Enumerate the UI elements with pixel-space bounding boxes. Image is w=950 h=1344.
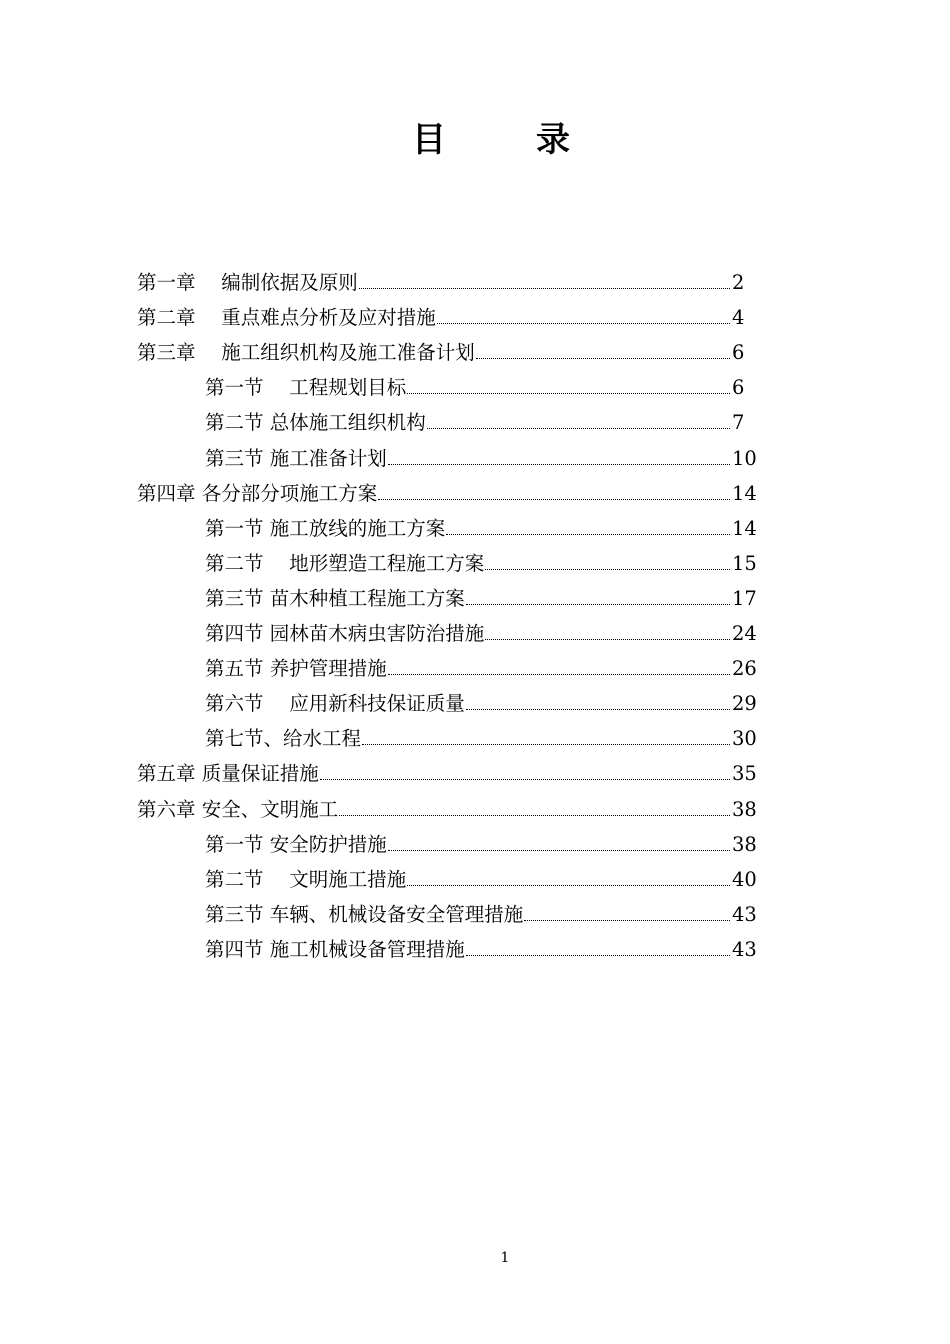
toc-entry-label: 第四节 园林苗木病虫害防治措施 [205, 622, 485, 646]
toc-entry[interactable] [0, 579, 950, 614]
page-number: 1 [500, 1250, 510, 1266]
toc-entry-page: 30 [732, 727, 757, 751]
toc-entry-page: 4 [732, 306, 745, 330]
toc-entry-page: 2 [732, 271, 745, 295]
toc-entry-page: 6 [732, 376, 745, 400]
toc-entry-label: 第一节 施工放线的施工方案 [205, 516, 446, 540]
toc-entry[interactable] [0, 298, 950, 333]
toc-leader-dots [476, 357, 730, 359]
toc-entry-label: 第六节 应用新科技保证质量 [205, 692, 465, 716]
toc-entry[interactable] [0, 719, 950, 754]
toc-leader-dots [485, 568, 730, 570]
toc-entry-label: 第五章 质量保证措施 [137, 762, 319, 786]
page-title: 目 录 [412, 120, 598, 160]
toc-leader-dots [378, 498, 730, 500]
toc-entry[interactable] [0, 509, 950, 544]
toc-entry[interactable] [0, 368, 950, 403]
toc-entry-label: 第三节 施工准备计划 [205, 446, 387, 470]
toc-entry-label: 第一节 安全防护措施 [205, 832, 387, 856]
toc-entry-label: 第二章 重点难点分析及应对措施 [137, 306, 436, 330]
toc-entry-label: 第三节 车辆、机械设备安全管理措施 [205, 902, 524, 926]
toc-entry-page: 24 [732, 622, 757, 646]
toc-leader-dots [485, 638, 730, 640]
toc-entry[interactable] [0, 263, 950, 298]
toc-entry-page: 29 [732, 692, 757, 716]
toc-entry[interactable] [0, 333, 950, 368]
toc-entry-label: 第六章 安全、文明施工 [137, 797, 339, 821]
toc-leader-dots [466, 603, 730, 605]
toc-entry-page: 43 [732, 937, 757, 961]
toc-entry-page: 38 [732, 797, 757, 821]
toc-entry-label: 第一章 编制依据及原则 [137, 271, 358, 295]
toc-leader-dots [466, 954, 730, 956]
toc-entry[interactable] [0, 930, 950, 965]
toc-entry-page: 15 [732, 551, 757, 575]
toc-entry[interactable] [0, 789, 950, 824]
toc-entry-label: 第二节 地形塑造工程施工方案 [205, 551, 485, 575]
toc-entry-page: 17 [732, 586, 757, 610]
toc-entry-label: 第四节 施工机械设备管理措施 [205, 937, 465, 961]
toc-leader-dots [339, 814, 730, 816]
toc-entry-page: 10 [732, 446, 757, 470]
toc-entry[interactable] [0, 438, 950, 473]
toc-leader-dots [388, 673, 730, 675]
toc-entry-page: 14 [732, 516, 757, 540]
toc-leader-dots [359, 287, 730, 289]
toc-leader-dots [466, 708, 730, 710]
toc-leader-dots [446, 533, 730, 535]
toc-entry-label: 第二节 总体施工组织机构 [205, 411, 426, 435]
toc-entry-label: 第五节 养护管理措施 [205, 657, 387, 681]
toc-entry-label: 第三章 施工组织机构及施工准备计划 [137, 341, 475, 365]
toc-entry-page: 6 [732, 341, 745, 365]
toc-entry[interactable] [0, 614, 950, 649]
toc-leader-dots [388, 849, 730, 851]
toc-entry-page: 40 [732, 867, 757, 891]
toc-entry[interactable] [0, 684, 950, 719]
toc-entry-label: 第一节 工程规划目标 [205, 376, 407, 400]
toc-entry-label: 第三节 苗木种植工程施工方案 [205, 586, 465, 610]
toc-leader-dots [524, 919, 730, 921]
toc-leader-dots [437, 322, 730, 324]
toc-entry[interactable] [0, 895, 950, 930]
toc-entry[interactable] [0, 544, 950, 579]
toc-entry-label: 第七节、给水工程 [205, 727, 362, 751]
toc-entry-label: 第四章 各分部分项施工方案 [137, 481, 378, 505]
toc-entry-page: 35 [732, 762, 757, 786]
toc-leader-dots [388, 463, 730, 465]
toc-entry[interactable] [0, 649, 950, 684]
toc-entry-page: 14 [732, 481, 757, 505]
toc-leader-dots [407, 884, 730, 886]
toc-entry-label: 第二节 文明施工措施 [205, 867, 407, 891]
table-of-contents [0, 263, 950, 965]
toc-leader-dots [427, 427, 730, 429]
toc-leader-dots [362, 743, 730, 745]
toc-entry[interactable] [0, 754, 950, 789]
toc-entry[interactable] [0, 474, 950, 509]
toc-entry-page: 43 [732, 902, 757, 926]
toc-entry[interactable] [0, 860, 950, 895]
toc-leader-dots [407, 392, 730, 394]
toc-entry-page: 38 [732, 832, 757, 856]
toc-entry-page: 26 [732, 657, 757, 681]
toc-entry[interactable] [0, 825, 950, 860]
toc-leader-dots [320, 778, 730, 780]
toc-entry[interactable] [0, 403, 950, 438]
toc-entry-page: 7 [732, 411, 745, 435]
